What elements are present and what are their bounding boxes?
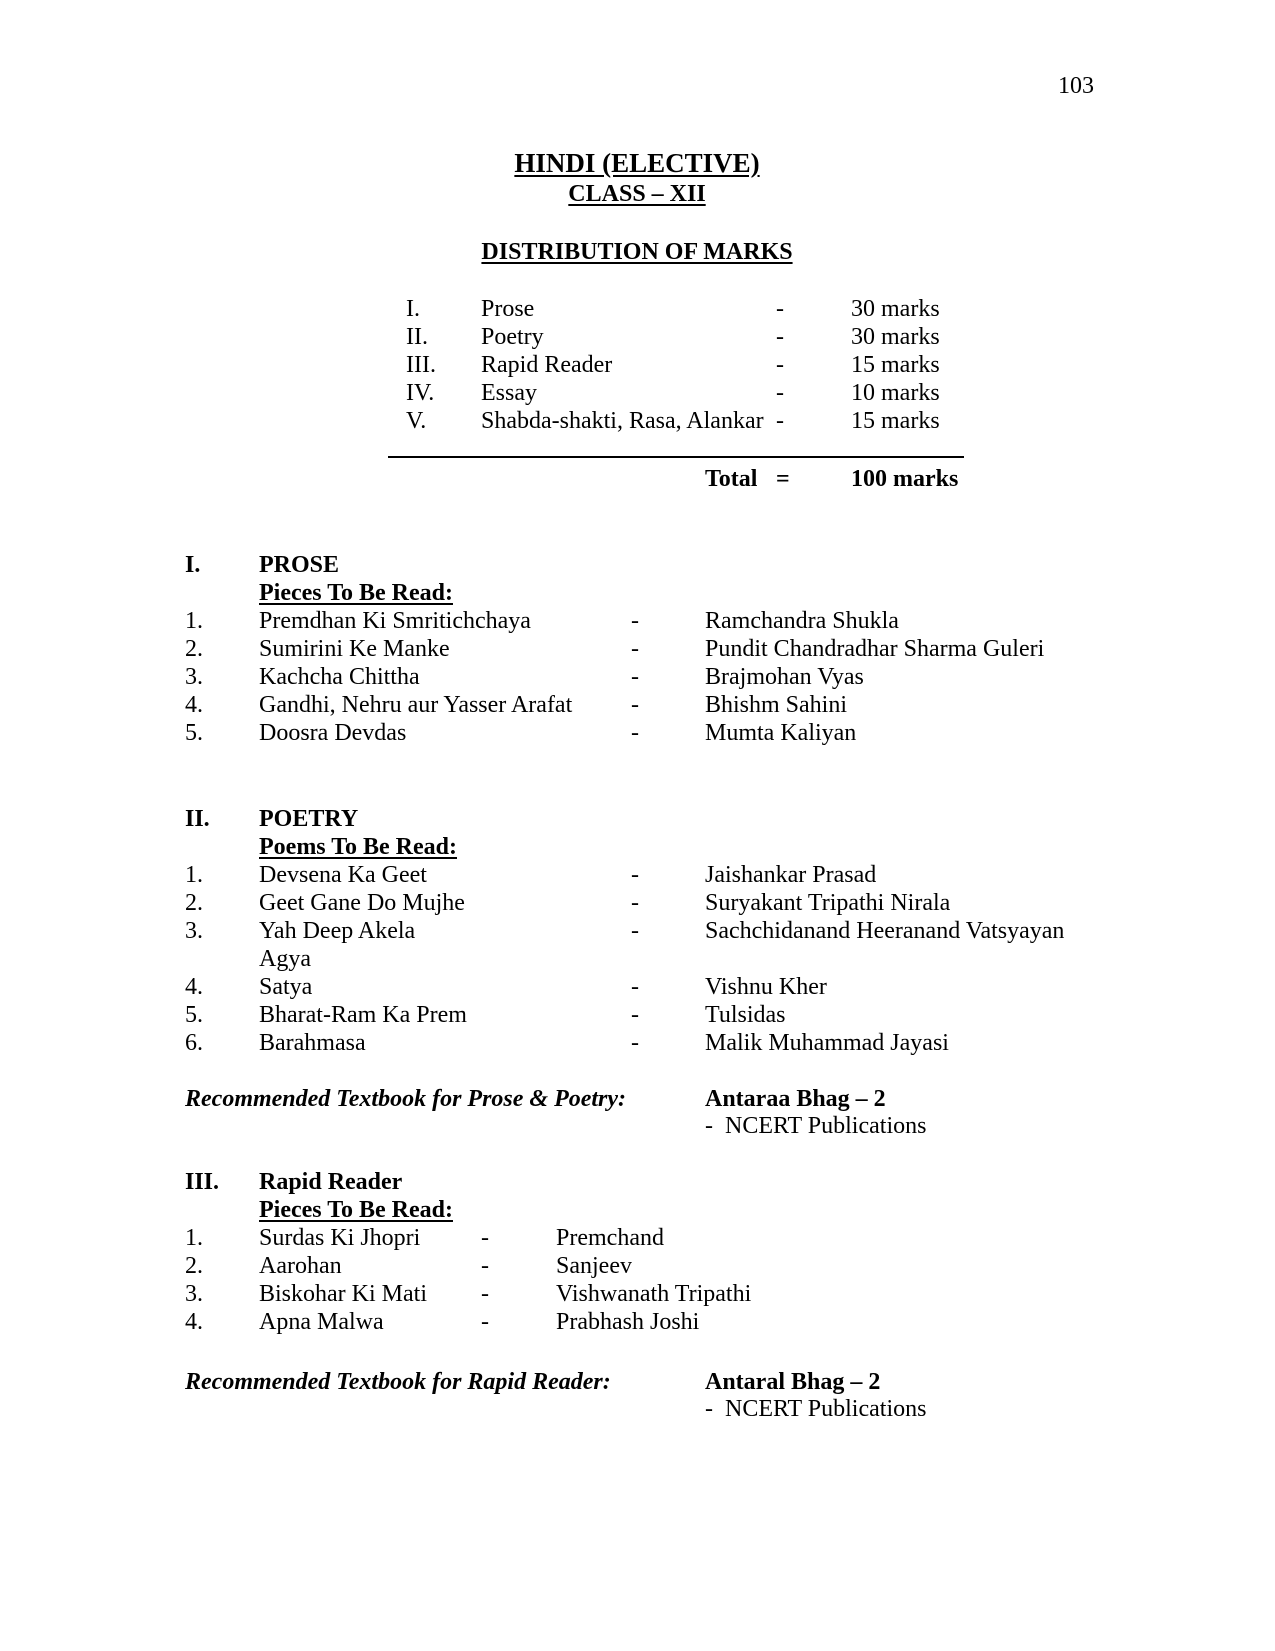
row-marks: 30 marks — [851, 324, 940, 350]
section-subheading: Pieces To Be Read: — [259, 1197, 453, 1223]
item-author: Bhishm Sahini — [705, 692, 848, 718]
row-dash: - — [776, 352, 784, 378]
item-title: Gandhi, Nehru aur Yasser Arafat — [259, 692, 573, 718]
item-number: 4. — [185, 1309, 203, 1335]
item-number: 4. — [185, 974, 203, 1000]
item-dash: - — [631, 1030, 639, 1056]
item-title: Aarohan — [259, 1253, 342, 1279]
row-dash: - — [776, 324, 784, 350]
total-value: 100 marks — [851, 466, 959, 492]
section-number: II. — [185, 806, 210, 832]
item-author: Malik Muhammad Jayasi — [705, 1030, 949, 1056]
row-name: Prose — [481, 296, 535, 322]
item-dash: - — [631, 664, 639, 690]
row-dash: - — [776, 380, 784, 406]
item-dash: - — [631, 862, 639, 888]
section-subheading: Pieces To Be Read: — [259, 580, 453, 606]
item-author: Pundit Chandradhar Sharma Guleri — [705, 636, 1045, 662]
distribution-heading: DISTRIBUTION OF MARKS — [481, 239, 793, 265]
item-title: Doosra Devdas — [259, 720, 407, 746]
row-number: II. — [406, 324, 428, 350]
item-dash: - — [481, 1309, 489, 1335]
section-heading: Rapid Reader — [259, 1169, 403, 1195]
item-title: Apna Malwa — [259, 1309, 384, 1335]
item-author: Vishwanath Tripathi — [556, 1281, 752, 1307]
item-author: Ramchandra Shukla — [705, 608, 899, 634]
section-heading: PROSE — [259, 552, 340, 578]
item-title: Biskohar Ki Mati — [259, 1281, 427, 1307]
item-number: 2. — [185, 890, 203, 916]
item-number: 1. — [185, 1225, 203, 1251]
textbook-publisher: - NCERT Publications — [705, 1396, 927, 1422]
item-title: Geet Gane Do Mujhe — [259, 890, 465, 916]
item-dash: - — [631, 692, 639, 718]
textbook-title: Antaraa Bhag – 2 — [705, 1086, 886, 1112]
item-dash: - — [631, 720, 639, 746]
section-number: I. — [185, 552, 201, 578]
row-marks: 30 marks — [851, 296, 940, 322]
item-number: 5. — [185, 720, 203, 746]
item-author: Tulsidas — [705, 1002, 786, 1028]
item-title: Yah Deep Akela — [259, 918, 416, 944]
item-dash: - — [631, 1002, 639, 1028]
item-number: 3. — [185, 918, 203, 944]
row-marks: 15 marks — [851, 352, 940, 378]
page-number: 103 — [1058, 73, 1094, 99]
row-marks: 10 marks — [851, 380, 940, 406]
row-name: Shabda-shakti, Rasa, Alankar — [481, 408, 764, 434]
textbook-publisher: - NCERT Publications — [705, 1113, 927, 1139]
row-name: Poetry — [481, 324, 544, 350]
item-title: Kachcha Chittha — [259, 664, 420, 690]
item-title: Satya — [259, 974, 313, 1000]
item-author: Suryakant Tripathi Nirala — [705, 890, 951, 916]
item-author: Vishnu Kher — [705, 974, 827, 1000]
item-number: 2. — [185, 1253, 203, 1279]
item-number: 1. — [185, 862, 203, 888]
item-author: Brajmohan Vyas — [705, 664, 864, 690]
item-author: Sanjeev — [556, 1253, 632, 1279]
item-author: Sachchidanand Heeranand Vatsyayan — [705, 918, 1065, 944]
item-dash: - — [631, 890, 639, 916]
item-dash: - — [481, 1225, 489, 1251]
total-equals: = — [776, 466, 790, 492]
row-number: I. — [406, 296, 420, 322]
item-title: Sumirini Ke Manke — [259, 636, 450, 662]
item-title: Bharat-Ram Ka Prem — [259, 1002, 467, 1028]
row-marks: 15 marks — [851, 408, 940, 434]
item-dash: - — [481, 1253, 489, 1279]
item-author: Jaishankar Prasad — [705, 862, 877, 888]
row-number: III. — [406, 352, 436, 378]
item-title: Surdas Ki Jhopri — [259, 1225, 421, 1251]
row-number: IV. — [406, 380, 435, 406]
row-name: Rapid Reader — [481, 352, 613, 378]
page-title: HINDI (ELECTIVE) — [514, 148, 760, 178]
section-heading: POETRY — [259, 806, 359, 832]
item-number: 4. — [185, 692, 203, 718]
item-number: 5. — [185, 1002, 203, 1028]
item-number: 6. — [185, 1030, 203, 1056]
item-dash: - — [631, 608, 639, 634]
section-number: III. — [185, 1169, 220, 1195]
row-name: Essay — [481, 380, 537, 406]
item-dash: - — [631, 974, 639, 1000]
item-title: Devsena Ka Geet — [259, 862, 427, 888]
item-author: Mumta Kaliyan — [705, 720, 857, 746]
item-number: 3. — [185, 1281, 203, 1307]
row-dash: - — [776, 296, 784, 322]
textbook-label: Recommended Textbook for Rapid Reader: — [185, 1369, 611, 1395]
item-title: Agya — [259, 946, 311, 972]
total-divider — [388, 456, 964, 458]
section-subheading: Poems To Be Read: — [259, 834, 457, 860]
item-number: 2. — [185, 636, 203, 662]
item-number: 1. — [185, 608, 203, 634]
item-dash: - — [481, 1281, 489, 1307]
row-dash: - — [776, 408, 784, 434]
item-dash: - — [631, 918, 639, 944]
textbook-label: Recommended Textbook for Prose & Poetry: — [185, 1086, 627, 1112]
item-title: Barahmasa — [259, 1030, 366, 1056]
total-label: Total — [705, 466, 758, 492]
item-dash: - — [631, 636, 639, 662]
item-title: Premdhan Ki Smritichchaya — [259, 608, 531, 634]
class-label: CLASS – XII — [568, 181, 706, 207]
textbook-title: Antaral Bhag – 2 — [705, 1369, 881, 1395]
row-number: V. — [406, 408, 427, 434]
item-author: Prabhash Joshi — [556, 1309, 700, 1335]
item-number: 3. — [185, 664, 203, 690]
item-author: Premchand — [556, 1225, 664, 1251]
